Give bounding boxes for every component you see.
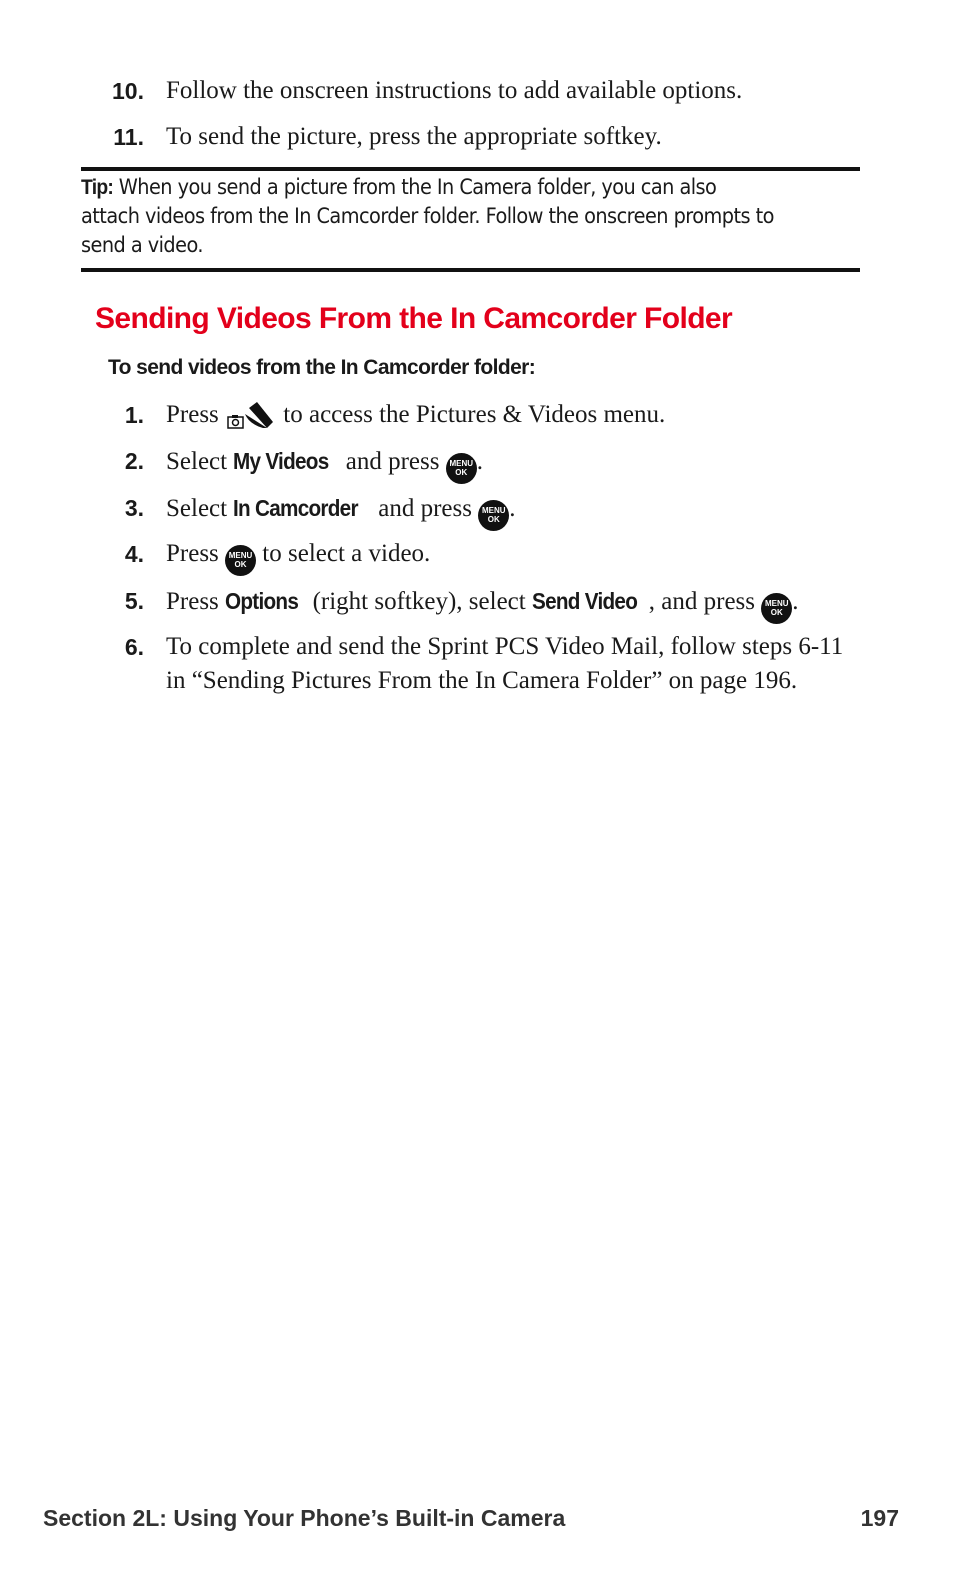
tip-box: [81, 173, 780, 260]
step-text: [166, 491, 856, 531]
camera-key-icon: [227, 400, 275, 440]
step-number: 5.: [124, 588, 144, 614]
menu-key-label: MENU: [228, 551, 253, 560]
menu-ok-key-icon: [225, 545, 256, 576]
command-in-camcorder: In Camcorder: [233, 495, 359, 521]
step-number: 3.: [124, 495, 144, 521]
step-text: [166, 444, 856, 484]
step-number: 1.: [124, 402, 144, 428]
step-text-part: (right softkey), select: [306, 588, 532, 615]
step-text: [166, 584, 856, 624]
step-text-part: Press: [166, 401, 226, 428]
step-text-part: and press: [372, 495, 479, 522]
ok-key-label: OK: [487, 515, 500, 524]
menu-ok-key-icon: [761, 593, 792, 624]
step-text-part: and press: [339, 448, 446, 475]
section-heading: Sending Videos From the In Camcorder Folder: [95, 302, 733, 335]
tip-top-rule: [81, 167, 860, 171]
step-text: Follow the onscreen instructions to add available options.: [166, 77, 743, 104]
page-number: 197: [860, 1505, 899, 1531]
menu-key-label: MENU: [481, 506, 506, 515]
step-text: [166, 398, 856, 440]
command-my-videos: My Videos: [233, 448, 329, 474]
step-text-part: to select a video.: [256, 540, 431, 567]
ok-key-label: OK: [770, 608, 783, 617]
step-text-part: .: [509, 495, 516, 522]
step-text: To send the picture, press the appropriate softkey.: [166, 123, 662, 150]
menu-key-label: MENU: [764, 599, 789, 608]
step-text-part: .: [792, 588, 799, 615]
menu-key-label: MENU: [449, 459, 473, 468]
step-number: 4.: [124, 541, 144, 567]
ok-key-label: OK: [234, 560, 247, 569]
command-options: Options: [225, 588, 299, 614]
step-number: 2.: [124, 448, 144, 474]
menu-ok-key-icon: [478, 500, 509, 531]
command-send-video: Send Video: [531, 588, 638, 614]
step-number: 6.: [124, 634, 144, 660]
tip-label: Tip:: [81, 176, 114, 199]
step-text-part: to access the Pictures & Videos menu.: [277, 401, 666, 428]
step-text-part: Press: [166, 540, 226, 567]
step-text-part: , and press: [648, 588, 762, 615]
tip-bottom-rule: [81, 268, 860, 272]
menu-ok-key-icon: [446, 453, 477, 484]
ok-key-label: OK: [455, 468, 468, 477]
step-text-part: Select: [166, 448, 234, 475]
step-text-part: Press: [166, 588, 226, 615]
step-text: To complete and send the Sprint PCS Video Mail, follow steps 6-11 in “Sending Pictures From the In Camera Folder” on page 196.: [166, 633, 844, 694]
tip-text: When you send a picture from the In Camera folder, you can also attach videos from the In Camcorder folder. Follow the onscreen prompts to send a video.: [81, 175, 774, 257]
footer-section-title: Section 2L: Using Your Phone’s Built-in Camera: [43, 1505, 566, 1531]
step-number: 11.: [113, 124, 144, 150]
step-number: 10.: [112, 78, 144, 104]
step-text: [166, 537, 856, 576]
step-text-part: .: [476, 448, 483, 475]
procedure-heading: To send videos from the In Camcorder folder:: [108, 356, 536, 379]
step-text-part: Select: [166, 495, 234, 522]
